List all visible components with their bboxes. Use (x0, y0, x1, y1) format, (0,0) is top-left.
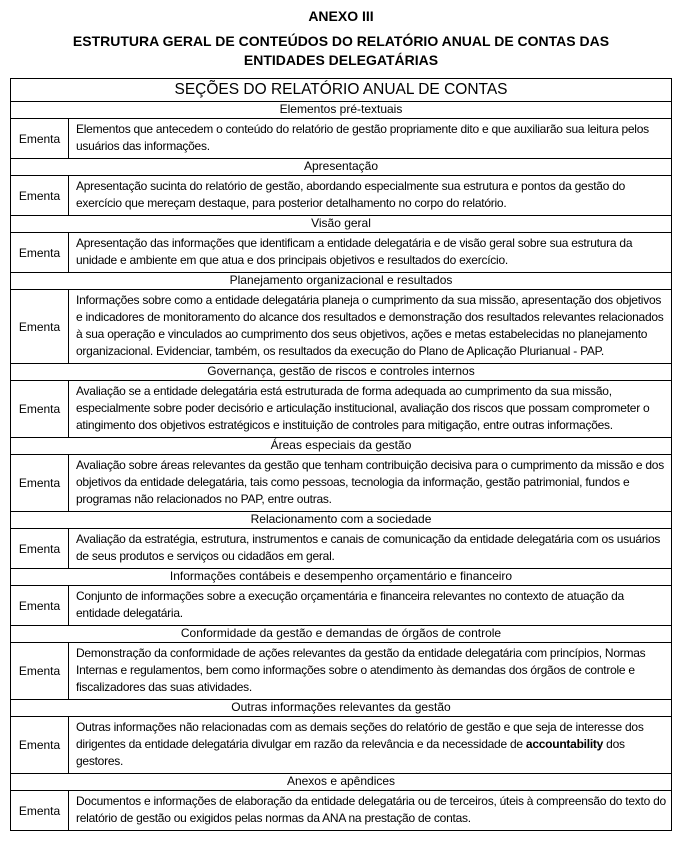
ementa-row (11, 586, 672, 626)
desc-bold-word: accountability (525, 737, 604, 751)
section-title-row (11, 569, 672, 586)
ementa-row (11, 717, 672, 774)
ementa-desc-cell: Apresentação das informações que identificam a entidade delegatária e de visão geral sobre sua estrutura da unidade e ambiente em que atua e dos principais objetivos e resultados do exercício. (69, 233, 672, 273)
section-title: Conformidade da gestão e demandas de órgãos de controle (11, 626, 672, 643)
section-title: Áreas especiais da gestão (11, 438, 672, 455)
ementa-row (11, 381, 672, 438)
ementa-label-cell: Ementa (11, 643, 69, 700)
section-title: Outras informações relevantes da gestão (11, 700, 672, 717)
ementa-label-cell: Ementa (11, 381, 69, 438)
ementa-desc-cell: Avaliação sobre áreas relevantes da gestão que tenham contribuição decisiva para o cumprimento da missão e dos objetivos da entidade delegatária, tais como pessoas, tecnologia da informação, gestão patrimonial, fundos e programas não relacionados no PAP, entre outras. (69, 455, 672, 512)
document-title-anexo: ANEXO III (308, 8, 374, 24)
ementa-row (11, 233, 672, 273)
table-header-cell: SEÇÕES DO RELATÓRIO ANUAL DE CONTAS (11, 79, 672, 102)
ementa-desc-cell: Informações sobre como a entidade delegatária planeja o cumprimento da sua missão, apresentação dos objetivos e indicadores de monitoramento do alcance dos resultados e demonstração dos resultados relevantes relacionados à sua operação e vinculados ao cumprimento dos seus objetivos, ações e metas estabelecidas no planejamento organizacional. Evidenciar, também, os resultados da execução do Plano de Aplicação Plurianual - PAP. (69, 290, 672, 364)
ementa-desc-cell: Conjunto de informações sobre a execução orçamentária e financeira relevantes no contexto de atuação da entidade delegatária. (69, 586, 672, 626)
ementa-desc-cell: Avaliação da estratégia, estrutura, instrumentos e canais de comunicação da entidade delegatária com os usuários de seus produtos e serviços ou cidadãos em geral. (69, 529, 672, 569)
ementa-row (11, 176, 672, 216)
section-title: Elementos pré-textuais (11, 102, 672, 119)
document-title-main: ESTRUTURA GERAL DE CONTEÚDOS DO RELATÓRIO ANUAL DE CONTAS DAS ENTIDADES DELEGATÁRIAS (72, 33, 610, 68)
section-title: Relacionamento com a sociedade (11, 512, 672, 529)
ementa-desc-cell: Avaliação se a entidade delegatária está estruturada de forma adequada ao cumprimento da sua missão, especialmente sobre poder decisório e articulação institucional, avaliação dos riscos que possam comprometer o atingimento dos objetivos estratégicos e instituição de controles para mitigação, entre outras informações. (69, 381, 672, 438)
ementa-label-cell: Ementa (11, 455, 69, 512)
section-title-row (11, 364, 672, 381)
section-title: Informações contábeis e desempenho orçamentário e financeiro (11, 569, 672, 586)
ementa-row (11, 791, 672, 831)
section-title-row (11, 700, 672, 717)
section-title: Planejamento organizacional e resultados (11, 273, 672, 290)
ementa-row (11, 290, 672, 364)
ementa-label-cell: Ementa (11, 119, 69, 159)
ementa-desc-cell: Elementos que antecedem o conteúdo do relatório de gestão propriamente dito e que auxiliarão sua leitura pelos usuários das informações. (69, 119, 672, 159)
ementa-label-cell: Ementa (11, 717, 69, 774)
ementa-label-cell: Ementa (11, 176, 69, 216)
ementa-label-cell: Ementa (11, 290, 69, 364)
ementa-label-cell: Ementa (11, 233, 69, 273)
table-header-row (11, 79, 672, 102)
section-title-row (11, 626, 672, 643)
ementa-label-cell: Ementa (11, 791, 69, 831)
section-title-row (11, 438, 672, 455)
desc-text-before: Outras informações não relacionadas com as demais seções do relatório de gestão e que seja de interesse dos dirigentes da entidade delegatária divulgar em razão da relevância e da necessidade de (76, 720, 644, 751)
ementa-row (11, 529, 672, 569)
ementa-desc-cell: Demonstração da conformidade de ações relevantes da gestão da entidade delegatária com princípios, Normas Internas e regulamentos, bem como informações sobre o atendimento às demandas dos órgãos de controle e fiscalizadores das suas atividades. (69, 643, 672, 700)
section-title: Governança, gestão de riscos e controles internos (11, 364, 672, 381)
ementa-label-cell: Ementa (11, 586, 69, 626)
ementa-desc-cell: Apresentação sucinta do relatório de gestão, abordando especialmente sua estrutura e pontos da gestão do exercício que mereçam destaque, para posterior detalhamento no corpo do relatório. (69, 176, 672, 216)
section-title-row (11, 159, 672, 176)
section-title: Anexos e apêndices (11, 774, 672, 791)
section-title: Apresentação (11, 159, 672, 176)
section-title-row (11, 216, 672, 233)
section-title-row (11, 774, 672, 791)
ementa-label-cell: Ementa (11, 529, 69, 569)
ementa-desc-cell: Documentos e informações de elaboração da entidade delegatária ou de terceiros, úteis à compreensão do texto do relatório de gestão ou exigidos pelas normas da ANA na prestação de contas. (69, 791, 672, 831)
ementa-desc-cell (69, 717, 672, 774)
section-title: Visão geral (11, 216, 672, 233)
section-title-row (11, 512, 672, 529)
contents-table (10, 78, 672, 831)
desc-text-after: dos gestores. (76, 737, 625, 768)
ementa-row (11, 119, 672, 159)
ementa-row (11, 455, 672, 512)
section-title-row (11, 273, 672, 290)
ementa-row (11, 643, 672, 700)
section-title-row (11, 102, 672, 119)
